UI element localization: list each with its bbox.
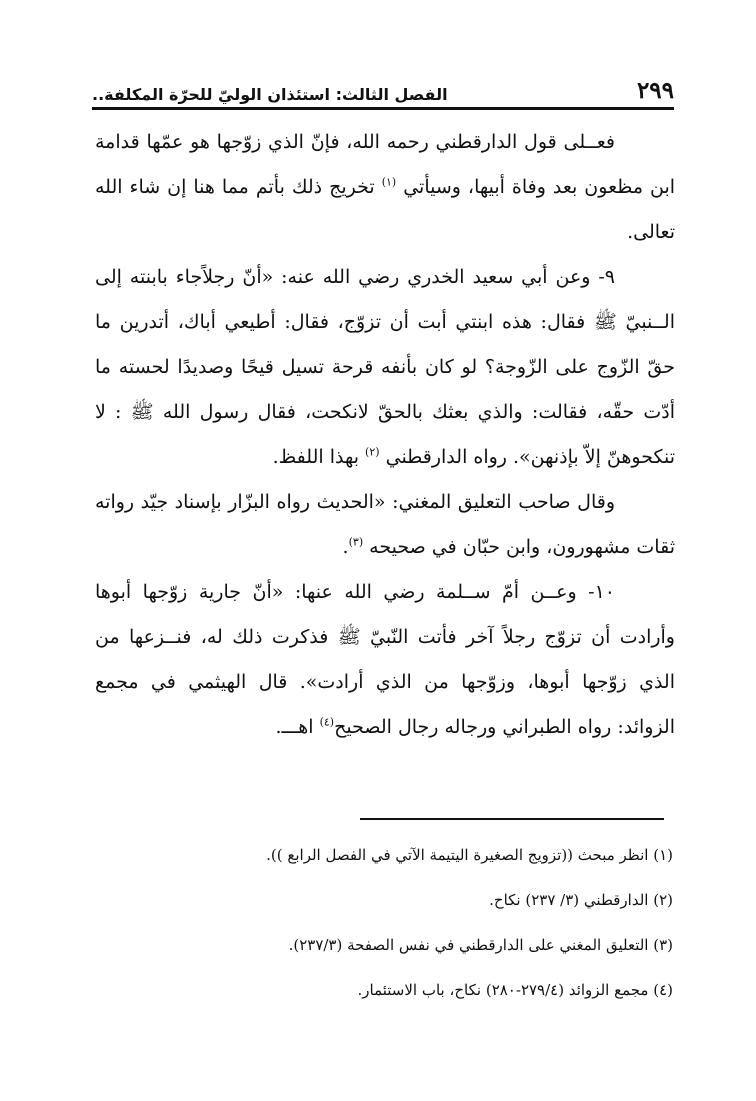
footnote-2: (٢) الدارقطني (٣/ ٢٣٧) نكاح. bbox=[489, 891, 673, 909]
page-number: ٢٩٩ bbox=[636, 77, 674, 104]
footnote-1: (١) انظر مبحث ((تزويج الصغيرة اليتيمة الآتي في الفصل الرابع )). bbox=[266, 846, 673, 864]
footnote-ref-3: (٣) bbox=[348, 535, 364, 549]
footnotes bbox=[95, 833, 673, 1013]
footnote-3: (٣) التعليق المغني على الدارقطني في نفس الصفحة (٢٣٧/٣). bbox=[288, 936, 673, 954]
paragraph-3: وقال صاحب التعليق المغني: «الحديث رواه البزّار بإسناد جيّد رواته ثقات مشهورون، وابن حبّان في صحيحه $^{(٣)}$. bbox=[95, 491, 675, 558]
body-text bbox=[95, 120, 675, 750]
paragraph-1: فعــلى قول الدارقطني رحمه الله، فإنّ الذي زوّجها هو عمّها قدامة ابن مظعون بعد وفاة أبيها، وسيأتي $^{(١)}$ تخريج ذلك بأتم مما هنا إن شاء الله تعالى. bbox=[95, 131, 676, 243]
page-header bbox=[92, 74, 674, 104]
footnote-ref-4: (٤) bbox=[319, 715, 335, 729]
header-rule bbox=[92, 107, 674, 110]
running-title: الفصل الثالث: استئذان الوليّ للحرّة المكلفة.. bbox=[92, 85, 448, 104]
footnote-4: (٤) مجمع الزوائد (٢٧٩/٤-٢٨٠) نكاح، باب الاستئمار. bbox=[357, 981, 673, 999]
footnote-rule bbox=[360, 818, 664, 820]
footnote-ref-2: (٢) bbox=[365, 445, 380, 459]
paragraph-4-hadith: ١٠- وعــن أمّ ســلمة رضي الله عنها: «أنّ جارية زوّجها أبوها وأرادت أن تزوّج رجلاً آخر فأتت النّبيّ ﷺ فذكرت ذلك له، فنــزعها من الذي زوّجها أبوها، وزوّجها من الذي أرادت». قال الهيثمي في مجمع الزوائد: رواه الطبراني ورجاله رجال الصحيح$^{(٤)}$ اهـــ. bbox=[95, 581, 675, 738]
footnote-ref-1: (١) bbox=[381, 175, 397, 189]
paragraph-2-hadith: ٩- وعن أبي سعيد الخدري رضي الله عنه: «أنّ رجلاًجاء بابنته إلى الــنبيّ ﷺ فقال: هذه ابنتي أبت أن تزوّج، فقال: أطيعي أباك، أتدرين ما حقّ الزّوج على الزّوجة؟ لو كان بأنفه قرحة تسيل قيحًا وصديدًا لحسته ما أدّت حقّه، فقالت: والذي بعثك بالحقّ لانكحت، فقال رسول الله ﷺ : لا تنكحوهنّ إلاّ بإذنهن». رواه الدارقطني $^{(٢)}$ بهذا اللفظ. bbox=[95, 266, 675, 468]
